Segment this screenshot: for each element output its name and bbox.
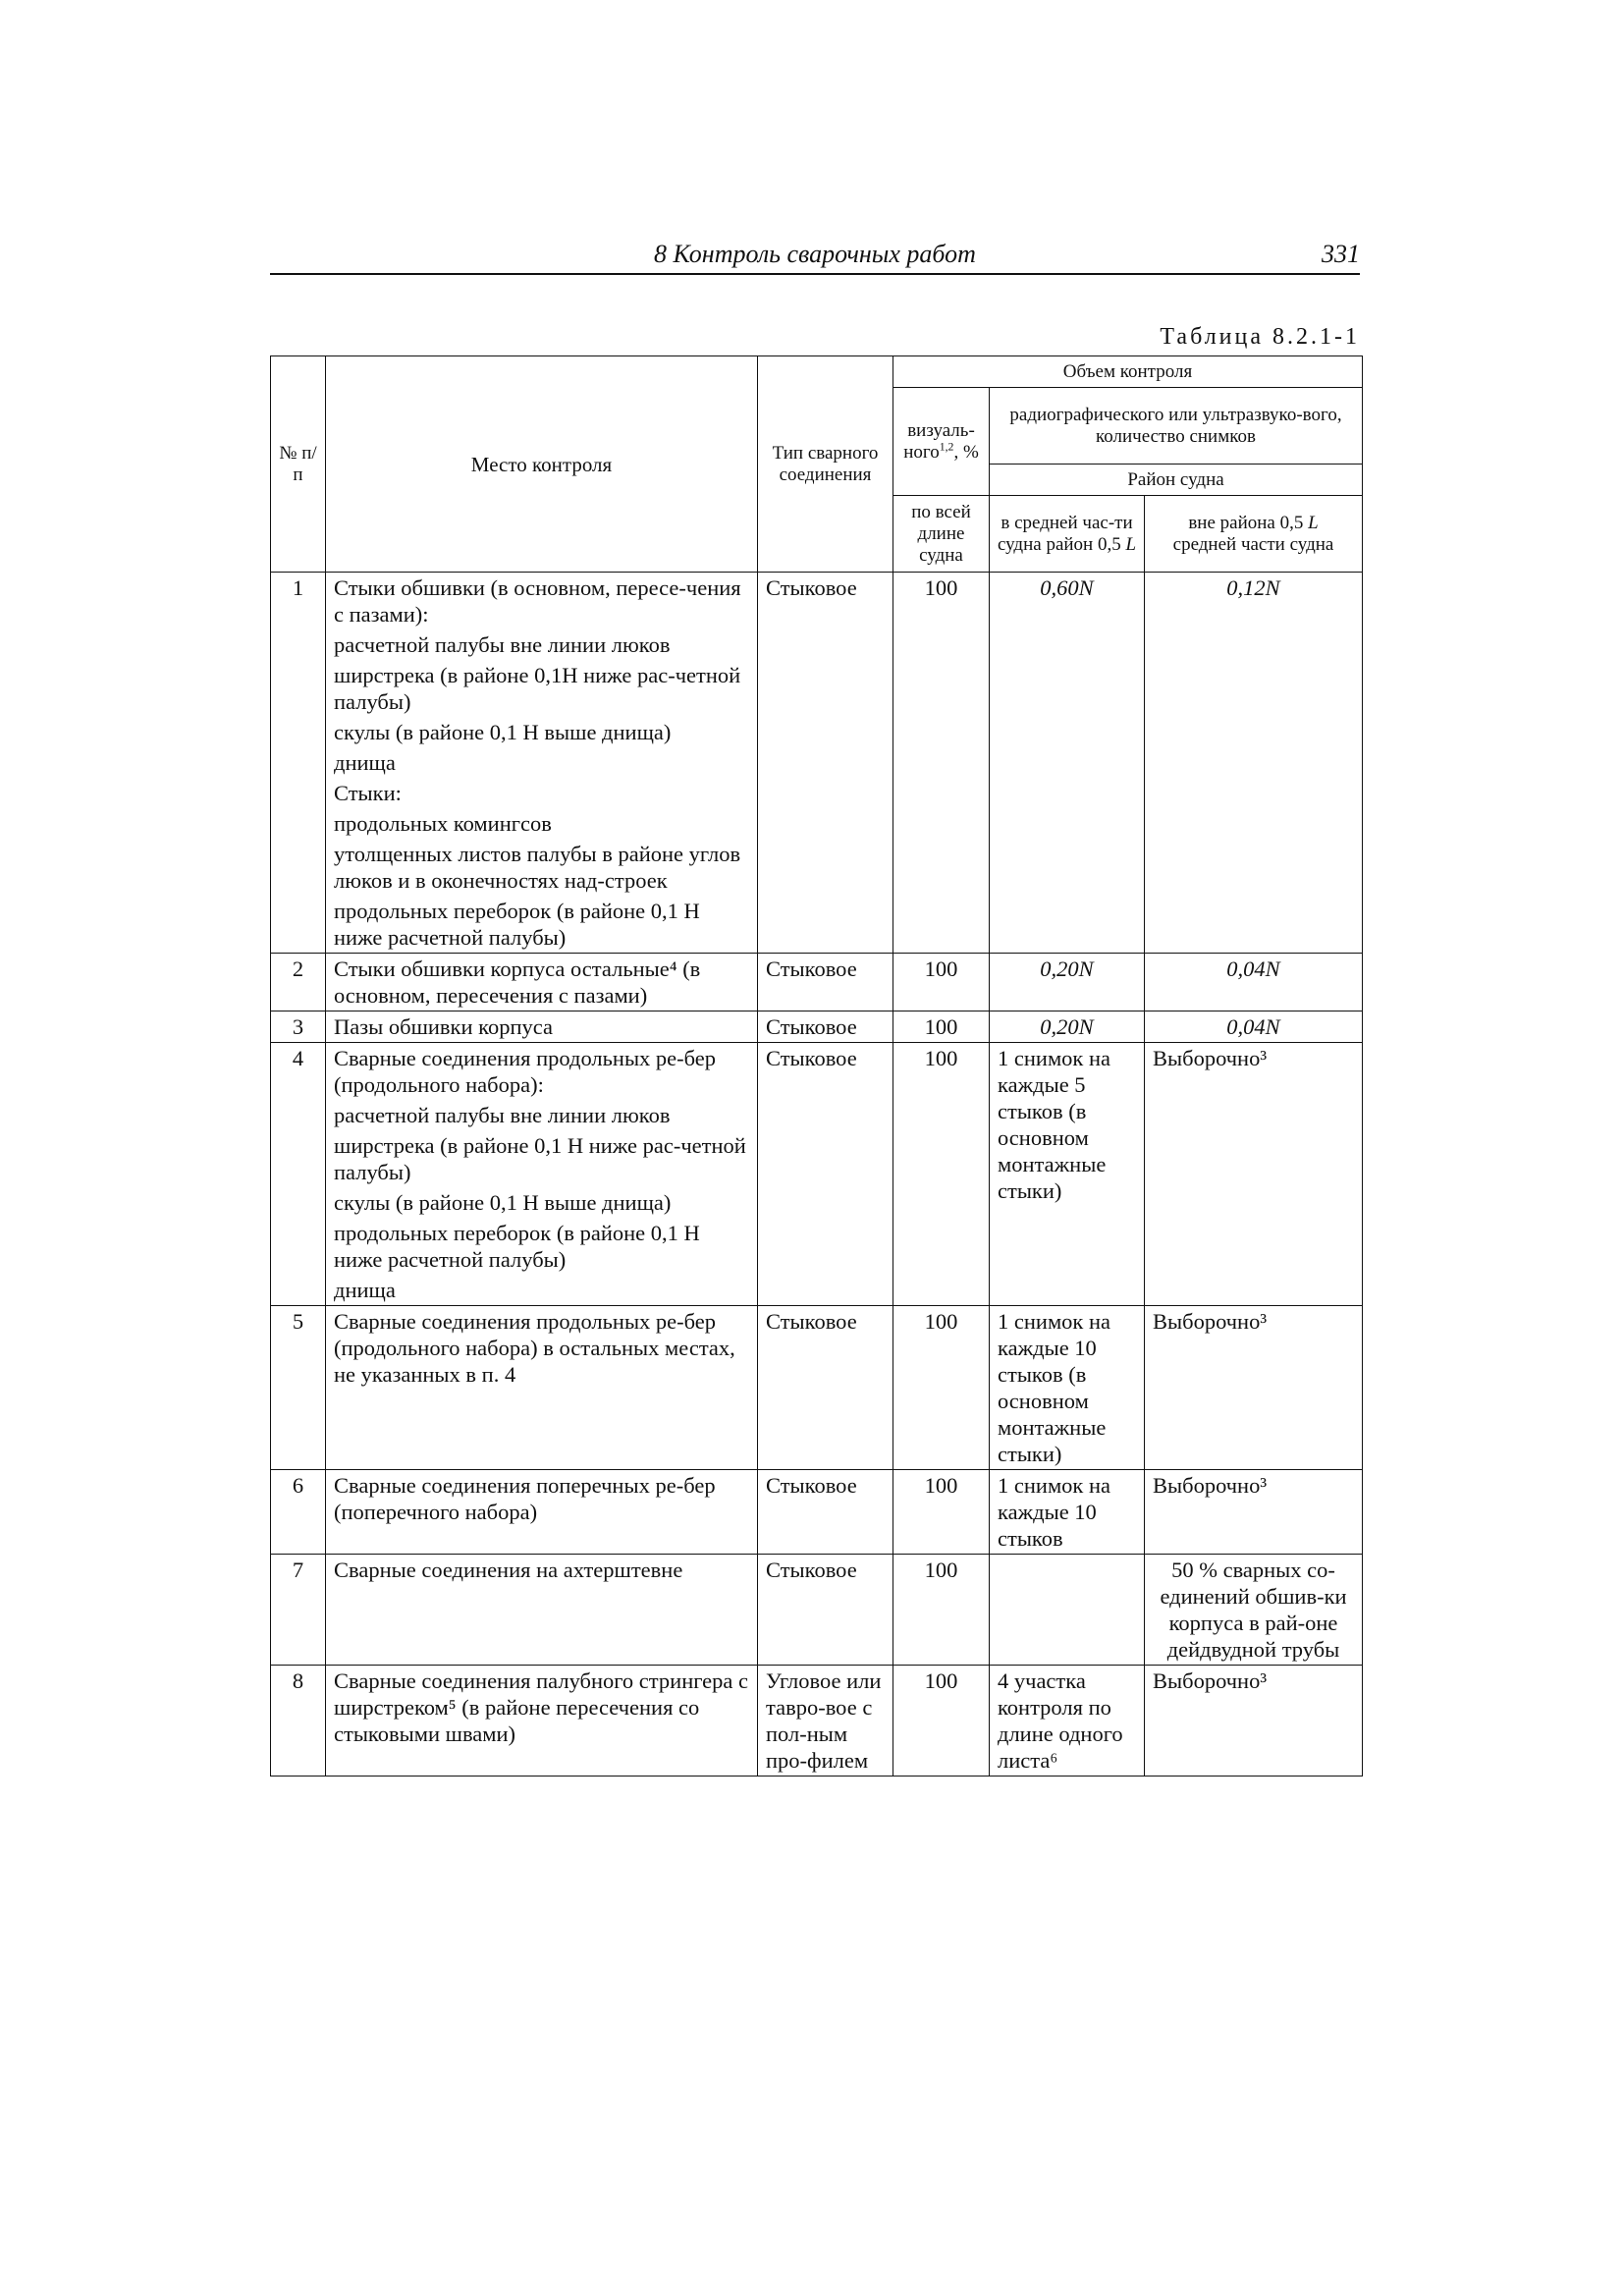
row-num: 8 [271, 1666, 326, 1777]
header-num: № п/п [271, 356, 326, 573]
row-type: Стыковое [758, 1043, 893, 1306]
header-volume: Объем контроля [893, 356, 1363, 388]
row-num: 1 [271, 573, 326, 954]
header-visual: визуаль-ного$^{1,2}$, % [893, 388, 990, 496]
row-mid: 1 снимок на каждые 5 стыков (в основном монтажные стыки) [990, 1043, 1145, 1306]
row-out: 0,04N [1145, 954, 1363, 1011]
row-out: Выборочно³ [1145, 1306, 1363, 1470]
inspection-table [270, 355, 1363, 1777]
page-number: 331 [1322, 240, 1360, 268]
row-mid: 0,20N [990, 1011, 1145, 1043]
row-visual: 100 [893, 1470, 990, 1555]
table-row [271, 1043, 1363, 1306]
row-visual: 100 [893, 1555, 990, 1666]
header-mid-part: в средней час-ти судна район 0,5 L [990, 496, 1145, 573]
row-mid [990, 1555, 1145, 1666]
table-row [271, 1011, 1363, 1043]
row-place: Стыки обшивки корпуса остальные⁴ (в основном, пересечения с пазами) [326, 954, 758, 1011]
row-num: 2 [271, 954, 326, 1011]
row-type: Стыковое [758, 954, 893, 1011]
row-mid: 1 снимок на каждые 10 стыков [990, 1470, 1145, 1555]
running-header [270, 236, 1360, 275]
table-caption: Таблица 8.2.1-1 [1160, 324, 1360, 350]
row-place: Сварные соединения поперечных ре-бер (поперечного набора) [326, 1470, 758, 1555]
row-place: Сварные соединения продольных ре-бер (продольного набора): расчетной палубы вне линии люков ширстрека (в районе 0,1 H ниже рас-четной палубы) скулы (в районе 0,1 H выше днища) продольных переборок (в районе 0,1 H ниже расчетной палубы) днища [326, 1043, 758, 1306]
row-out: 0,04N [1145, 1011, 1363, 1043]
header-outside: вне района 0,5 L средней части судна [1145, 496, 1363, 573]
table-row [271, 573, 1363, 954]
row-num: 5 [271, 1306, 326, 1470]
row-place: Сварные соединения продольных ре-бер (продольного набора) в остальных местах, не указанных в п. 4 [326, 1306, 758, 1470]
row-place: Сварные соединения на ахтерштевне [326, 1555, 758, 1666]
row-mid: 4 участка контроля по длине одного листа⁶ [990, 1666, 1145, 1777]
table-row [271, 1666, 1363, 1777]
row-mid: 1 снимок на каждые 10 стыков (в основном монтажные стыки) [990, 1306, 1145, 1470]
row-type: Стыковое [758, 1306, 893, 1470]
table-row [271, 1470, 1363, 1555]
row-type: Стыковое [758, 573, 893, 954]
row-visual: 100 [893, 573, 990, 954]
header-type: Тип сварного соединения [758, 356, 893, 573]
row-visual: 100 [893, 1306, 990, 1470]
running-title: 8 Контроль сварочных работ [654, 240, 976, 268]
row-out: 50 % сварных со-единений обшив-ки корпуса в рай-оне дейдвудной трубы [1145, 1555, 1363, 1666]
table-row [271, 954, 1363, 1011]
row-num: 3 [271, 1011, 326, 1043]
row-visual: 100 [893, 954, 990, 1011]
row-out: Выборочно³ [1145, 1666, 1363, 1777]
table-body [271, 573, 1363, 1777]
row-type: Угловое или тавро-вое с пол-ным про-филем [758, 1666, 893, 1777]
header-radio: радиографического или ультразвуко-вого, количество снимков [990, 388, 1363, 465]
row-mid: 0,60N [990, 573, 1145, 954]
row-visual: 100 [893, 1011, 990, 1043]
row-out: Выборочно³ [1145, 1470, 1363, 1555]
row-type: Стыковое [758, 1470, 893, 1555]
header-region: Район судна [990, 465, 1363, 496]
row-out: 0,12N [1145, 573, 1363, 954]
table-row [271, 1306, 1363, 1470]
table-row [271, 1555, 1363, 1666]
row-out: Выборочно³ [1145, 1043, 1363, 1306]
row-visual: 100 [893, 1043, 990, 1306]
header-place: Место контроля [326, 356, 758, 573]
row-place: Сварные соединения палубного стрингера с ширстреком⁵ (в районе пересечения со стыковыми швами) [326, 1666, 758, 1777]
row-num: 4 [271, 1043, 326, 1306]
row-type: Стыковое [758, 1011, 893, 1043]
row-mid: 0,20N [990, 954, 1145, 1011]
row-place: Пазы обшивки корпуса [326, 1011, 758, 1043]
row-visual: 100 [893, 1666, 990, 1777]
row-type: Стыковое [758, 1555, 893, 1666]
row-num: 6 [271, 1470, 326, 1555]
row-num: 7 [271, 1555, 326, 1666]
row-place: Стыки обшивки (в основном, пересе-чения с пазами): расчетной палубы вне линии люков ширстрека (в районе 0,1H ниже рас-четной палубы) скулы (в районе 0,1 H выше днища) днища Стыки: продольных комингсов утолщенных листов палубы в районе углов люков и в оконечностях над-строек продольных переборок (в районе 0,1 H ниже расчетной палубы) [326, 573, 758, 954]
table-header [271, 356, 1363, 573]
header-full-length: по всей длине судна [893, 496, 990, 573]
